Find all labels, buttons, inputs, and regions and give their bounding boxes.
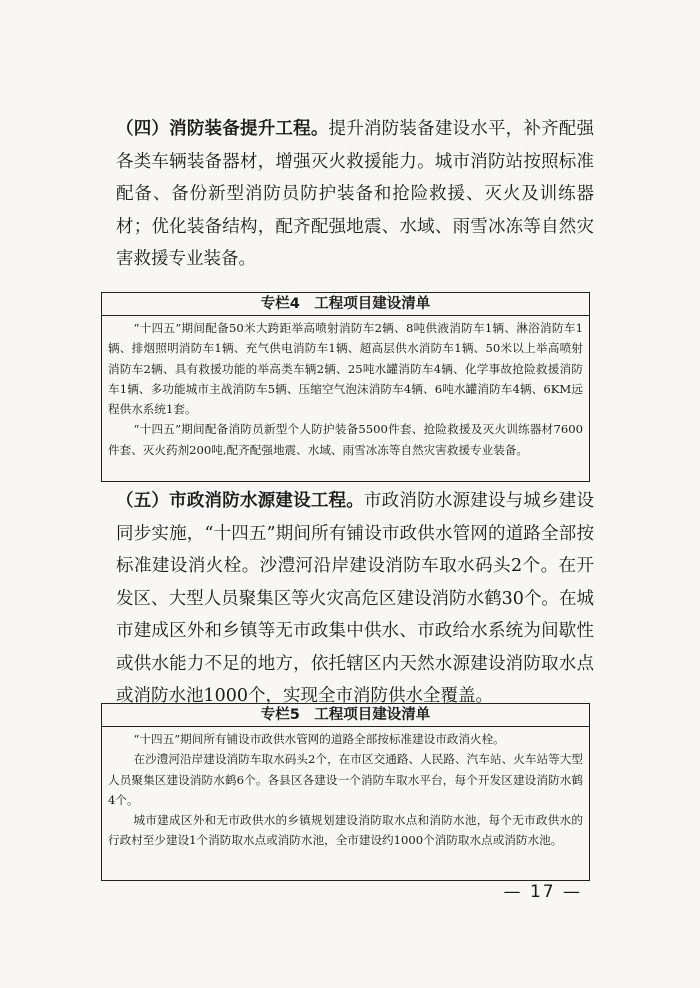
box-4-paragraph-1: “十四五”期间配备50米大跨距举高喷射消防车2辆、8吨供液消防车1辆、淋浴消防车1辆、排烟照明消防车1辆、充气供电消防车1辆、超高层供水消防车1辆、50米以上举高喷射消防车2辆、具有救援功能的举高类车辆2辆、25吨水罐消防车4辆、化学事故抢险救援消防车1辆、多功能城市主战消防车5辆、压缩空气泡沫消防车4辆、6吨水罐消防车4辆、6KM远程供水系统1套。 bbox=[108, 321, 583, 417]
box-5-paragraph-3: 城市建成区外和无市政供水的乡镇规划建设消防取水点和消防水池，每个无市政供水的行政村至少建设1个消防取水点或消防水池，全市建设约1000个消防取水点或消防水池。 bbox=[108, 813, 583, 848]
box-5-title: 专栏5 工程项目建设清单 bbox=[102, 704, 589, 727]
section-5-paragraph bbox=[116, 485, 594, 713]
section-4-paragraph bbox=[116, 113, 594, 276]
section-5-text: 市政消防水源建设与城乡建设同步实施，“十四五”期间所有铺设市政供水管网的道路全部按标准建设消火栓。沙澧河沿岸建设消防车取水码头2个。在开发区、大型人员聚集区等火灾高危区建设消防水鹤30个。在城市建成区外和乡镇等无市政集中供水、市政给水系统为间歇性或供水能力不足的地方，依托辖区内天然水源建设消防取水点或消防水池1000个，实现全市消防供水全覆盖。 bbox=[116, 491, 595, 706]
box-5-paragraph-2: 在沙澧河沿岸建设消防车取水码头2个，在市区交通路、人民路、汽车站、火车站等大型人员聚集区建设消防水鹤6个。各县区各建设一个消防车取水平台，每个开发区建设消防水鹤4个。 bbox=[108, 752, 583, 807]
box-4-paragraph-2: “十四五”期间配备消防员新型个人防护装备5500件套、抢险救援及灭火训练器材7600件套、灭火药剂200吨,配齐配强地震、水域、雨雪冰冻等自然灾害救援专业装备。 bbox=[108, 422, 583, 457]
box-5 bbox=[101, 703, 590, 881]
box-5-body bbox=[102, 727, 589, 854]
box-5-paragraph-1: “十四五”期间所有铺设市政供水管网的道路全部按标准建设市政消火栓。 bbox=[133, 732, 505, 746]
box-4-title: 专栏4 工程项目建设清单 bbox=[102, 293, 589, 316]
box-4 bbox=[101, 292, 590, 482]
page-number: — 17 — bbox=[503, 882, 582, 902]
box-4-body bbox=[102, 316, 589, 463]
section-4-text: 提升消防装备建设水平，补齐配强各类车辆装备器材，增强灭火救援能力。城市消防站按照标准配备、备份新型消防员防护装备和抢险救援、灭火及训练器材；优化装备结构，配齐配强地震、水域、雨雪冰冻等自然灾害救援专业装备。 bbox=[116, 119, 595, 269]
section-5-heading: （五）市政消防水源建设工程。 bbox=[116, 491, 364, 511]
section-4-heading: （四）消防装备提升工程。 bbox=[116, 119, 329, 139]
